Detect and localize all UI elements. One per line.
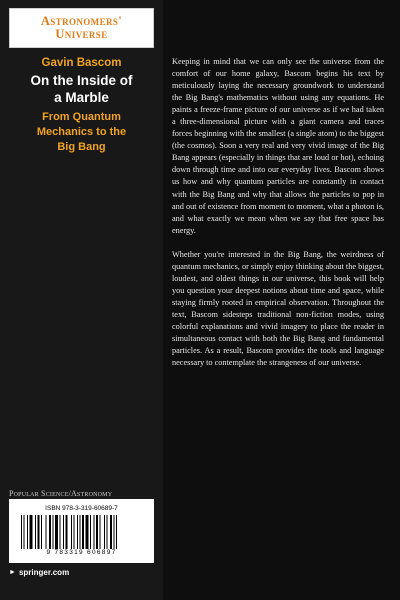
author-name: Gavin Bascom — [41, 57, 122, 69]
publisher-link[interactable] — [9, 568, 69, 577]
book-title-line2: a Marble — [54, 90, 109, 105]
book-subtitle — [0, 110, 163, 155]
publisher-url: springer.com — [18, 568, 70, 577]
series-label — [41, 15, 122, 41]
isbn-text: ISBN 978-3-319-60689-7 — [45, 505, 118, 512]
barcode-bars — [19, 515, 145, 549]
description-paragraph-2: Whether you're interested in the Big Bang, the weirdness of quantum mechanics, or simply enjoy thinking about the biggest, loudest, and oldest things in our universe, this book will help you question your deepest notions about time and space, while staying firmly rooted in empirical observation. Throughout the text, Bascom sidesteps traditional non-fiction modes, using colorful explanations and vivid imagery to place the reader in simultaneous contact with both the Big Bang and fundamental particles. As a result, Bascom provides the tools and language necessary to contemplate the strangeness of our universe. — [172, 249, 384, 368]
description-paragraph-1: Keeping in mind that we can only see the universe from the comfort of our home galaxy, Bascom begins his text by meticulously laying the necessary groundwork to understand the Big Bang's mathematics without using any equations. He paints a freeze-frame picture of our universe as if we had taken a three-dimensional picture with a giant camera and traces forces beginning with the smallest (a single atom) to the biggest (the cosmos). Soon a very real and very vivid image of the Big Bang appears (especially in things that are loud or hot), echoing down through time and into our everyday lives. Bascom shows us how and why quantum particles are constantly in contact with the Big Bang and why that allows the particles to pop in and out of existence from moment to moment, what a photon is, and what exactly we mean when we say that free space has energy. — [172, 57, 384, 235]
book-subtitle-line1: From Quantum — [42, 111, 121, 123]
back-cover-description — [172, 56, 384, 369]
series-label-line1: Astronomers' — [40, 14, 123, 28]
series-label-line2: Universe — [55, 27, 108, 41]
book-title-line1: On the Inside of — [30, 73, 133, 88]
book-title — [0, 72, 163, 106]
series-logo-box — [9, 8, 154, 48]
book-subtitle-line3: Big Bang — [57, 141, 106, 153]
barcode-digits: 9 783319 606897 — [46, 549, 117, 556]
barcode-box — [9, 499, 154, 563]
category-label: Popular Science/Astronomy — [9, 489, 113, 498]
springer-arrow-icon: ► — [9, 569, 16, 576]
book-subtitle-line2: Mechanics to the — [36, 126, 127, 138]
